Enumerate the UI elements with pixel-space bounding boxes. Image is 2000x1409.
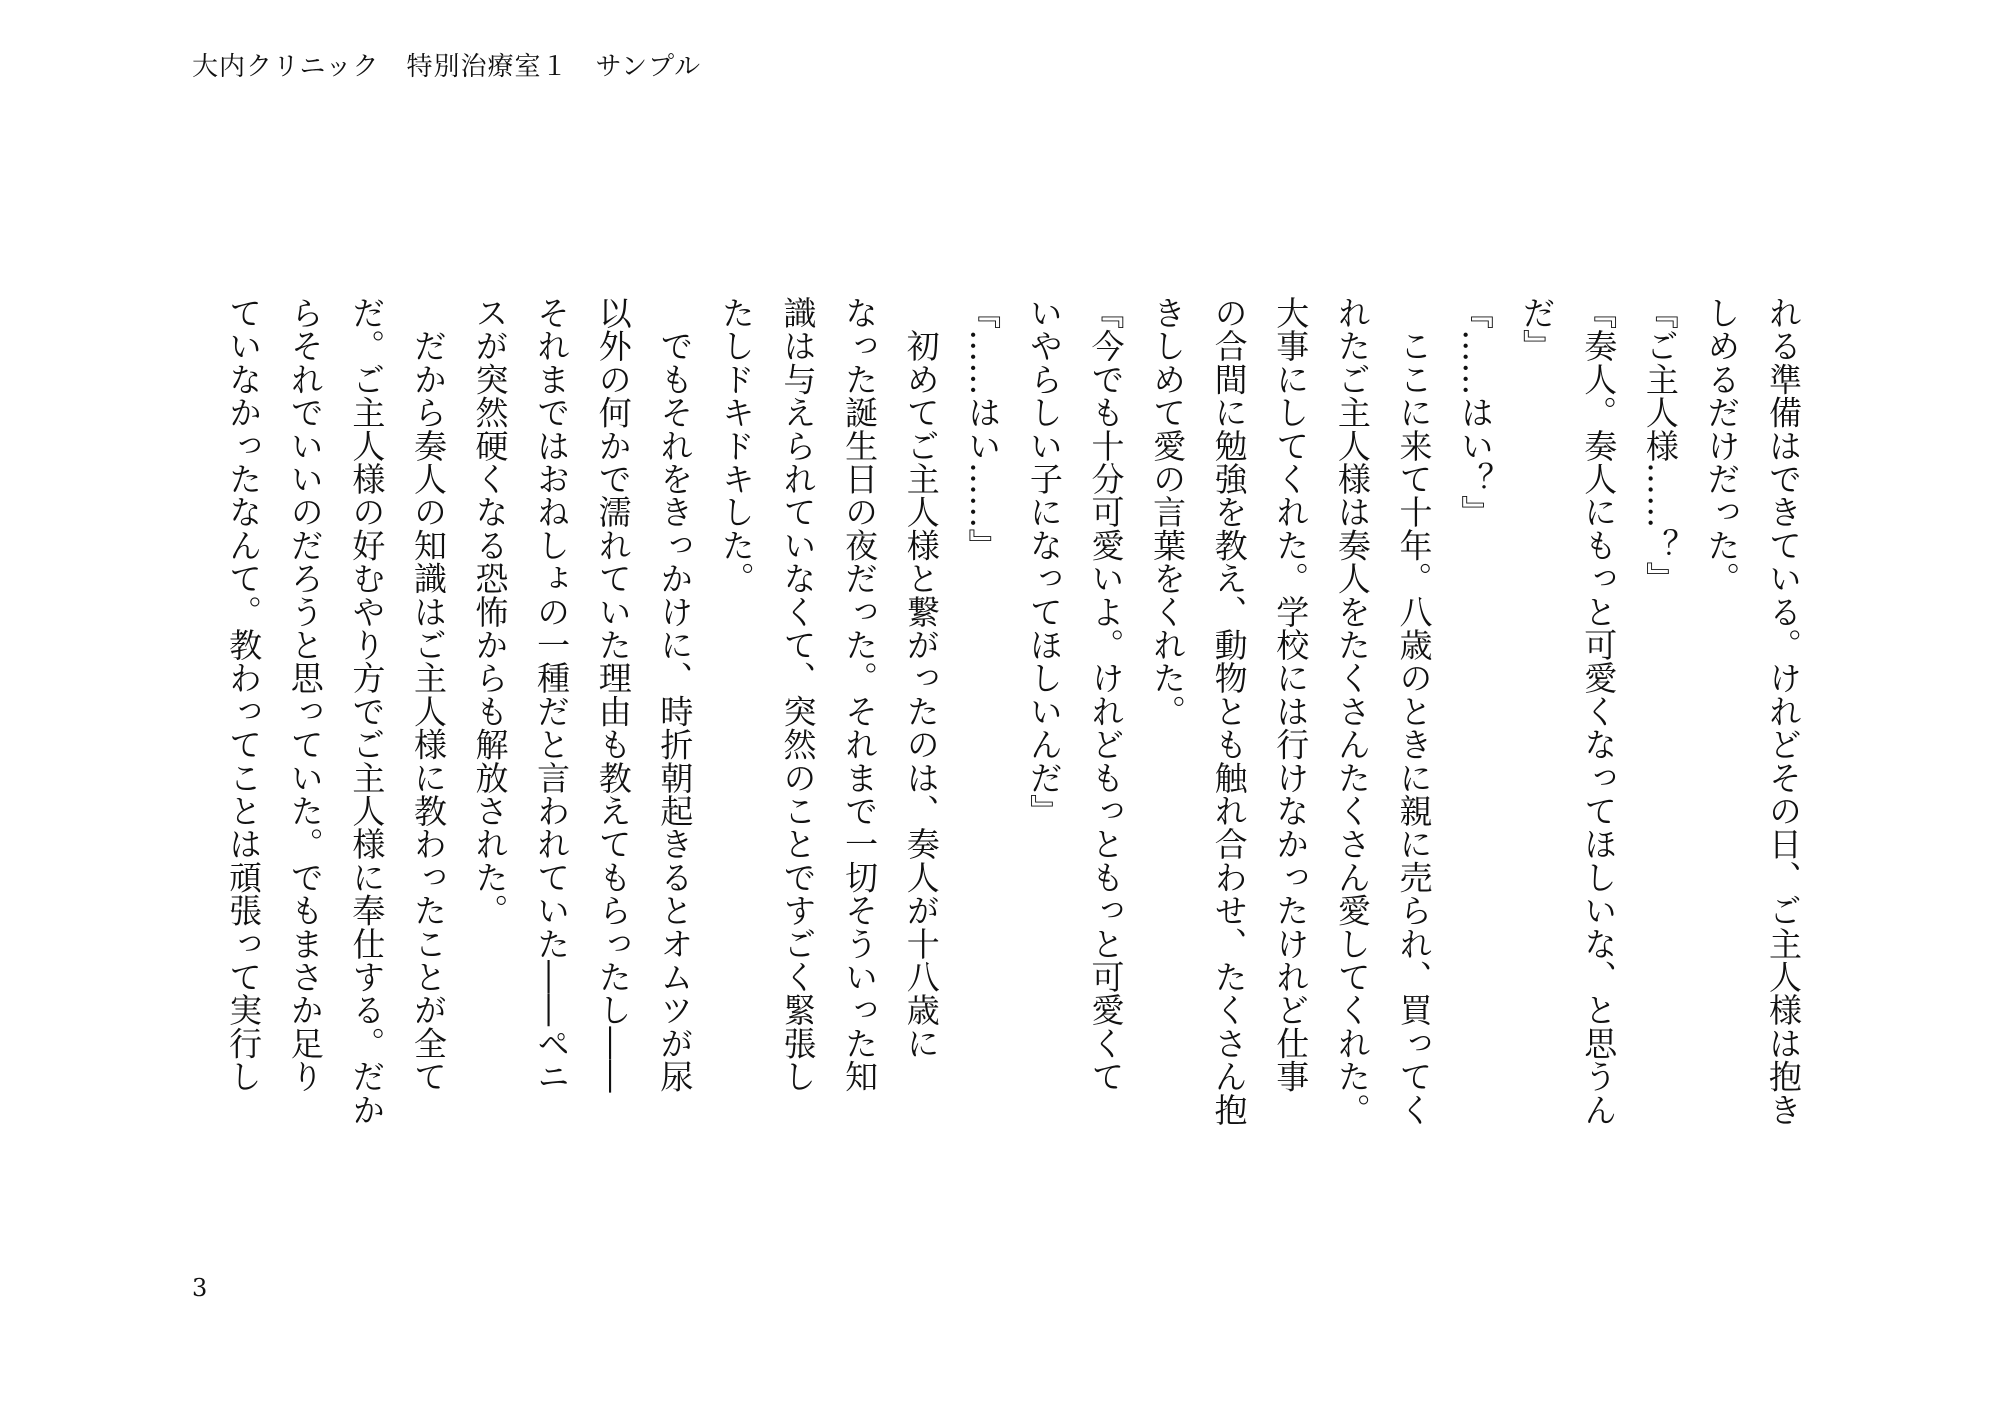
text-column: でもそれをきっかけに、時折朝起きるとオムツが尿: [655, 296, 695, 1093]
text-column: 『奏人。奏人にもっと可愛くなってほしいな、と思うん: [1579, 296, 1619, 1126]
text-column: れる準備はできている。けれどその日、ご主人様は抱き: [1764, 296, 1803, 1126]
text-column: 『ご主人様……？』: [1640, 296, 1680, 595]
text-column: 初めてご主人様と繋がったのは、奏人が十八歳に: [901, 296, 941, 1060]
text-column: スが突然硬くなる恐怖からも解放された。: [470, 296, 510, 927]
text-column: らそれでいいのだろうと思っていた。でもまさか足り: [285, 296, 325, 1093]
text-column: だから奏人の知識はご主人様に教わったことが全て: [408, 296, 448, 1093]
text-column: たしドキドキした。: [716, 296, 756, 595]
text-column: 以外の何かで濡れていた理由も教えてもらったし――: [593, 296, 633, 1093]
text-column: 識は与えられていなくて、突然のことですごく緊張し: [778, 296, 818, 1093]
text-column: 『……はい……』: [963, 296, 1003, 562]
text-column: それまではおねしょの一種だと言われていた――ペニ: [532, 296, 572, 1093]
page-number: 3: [192, 1274, 208, 1302]
running-header: 大内クリニック 特別治療室１ サンプル: [192, 52, 702, 82]
text-column: いやらしい子になってほしいんだ』: [1024, 296, 1064, 828]
text-column: れたご主人様は奏人をたくさんたくさん愛してくれた。: [1332, 296, 1372, 1126]
text-column: ここに来て十年。八歳のときに親に売られ、買ってく: [1394, 296, 1434, 1126]
text-column: なった誕生日の夜だった。それまで一切そういった知: [840, 296, 880, 1093]
text-column: だ』: [1517, 296, 1557, 363]
text-column: の合間に勉強を教え、動物とも触れ合わせ、たくさん抱: [1209, 296, 1249, 1126]
text-column: 『今でも十分可愛いよ。けれどもっともっと可愛くて: [1086, 296, 1126, 1093]
text-column: 大事にしてくれた。学校には行けなかったけれど仕事: [1271, 296, 1311, 1093]
text-column: だ。ご主人様の好むやり方でご主人様に奉仕する。だか: [347, 296, 387, 1126]
text-column: きしめて愛の言葉をくれた。: [1148, 296, 1188, 728]
vertical-body-text: [213, 296, 1814, 1146]
text-column: 『……はい？』: [1456, 296, 1496, 529]
text-column: ていなかったなんて。教わってことは頑張って実行し: [224, 296, 264, 1093]
text-column: しめるだけだった。: [1702, 296, 1742, 595]
